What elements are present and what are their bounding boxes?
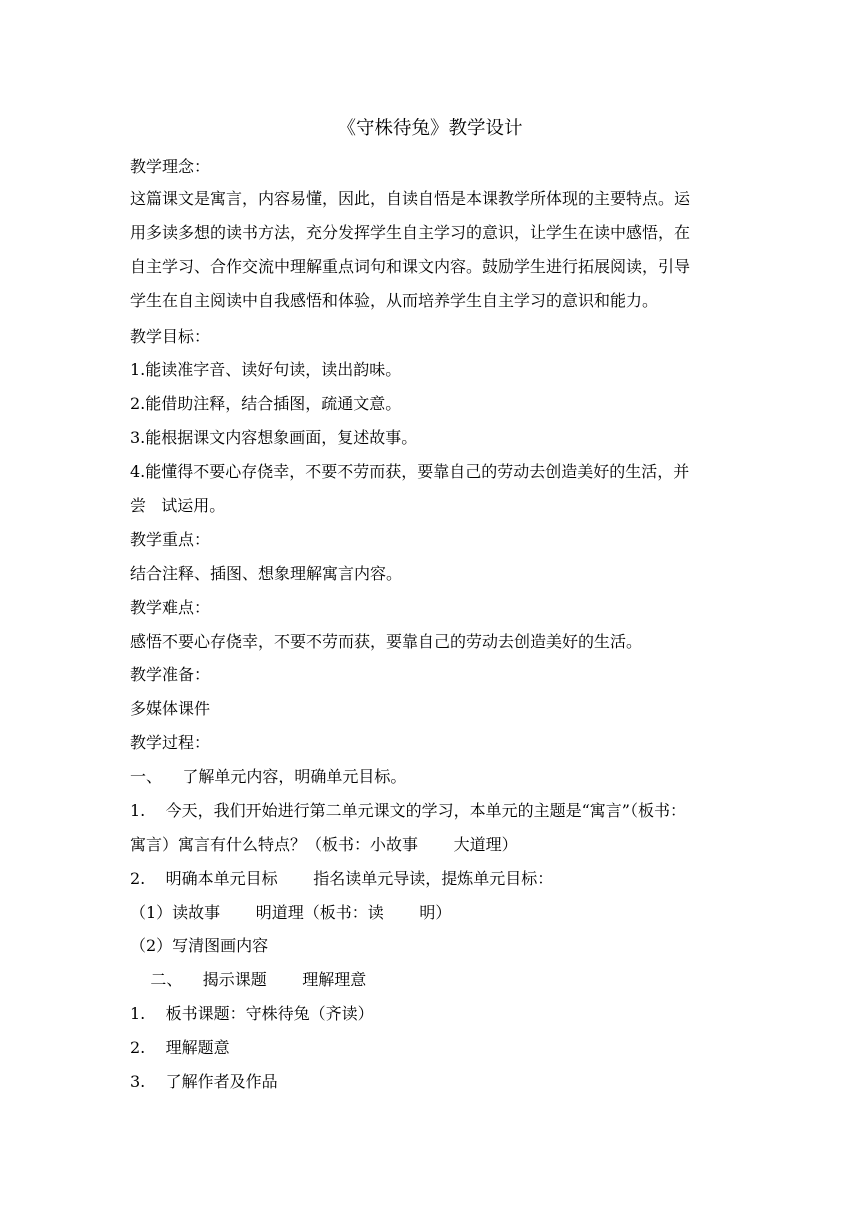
- sub-list-item: （1）读故事 明道理（板书：读 明）: [130, 903, 452, 922]
- heading-teaching-philosophy: 教学理念：: [130, 157, 211, 176]
- heading-teaching-goals: 教学目标：: [130, 327, 211, 346]
- document-title: 《守株待兔》教学设计: [337, 118, 523, 139]
- heading-process: 教学过程：: [130, 733, 211, 752]
- section-heading: 二、 揭示课题 理解理意: [130, 970, 367, 989]
- list-item-continued: 寓言）寓言有什么特点？（板书：小故事 大道理）: [130, 835, 518, 854]
- sub-list-item: （2）写清图画内容: [130, 936, 269, 955]
- paragraph-line: 用多读多想的读书方法，充分发挥学生自主学习的意识，让学生在读中感悟，在: [130, 223, 691, 242]
- paragraph-line: 学生在自主阅读中自我感悟和体验，从而培养学生自主学习的意识和能力。: [130, 291, 659, 310]
- list-item: 3.能根据课文内容想象画面，复述故事。: [130, 428, 418, 447]
- list-item: 1. 板书课题：守株待兔（齐读）: [130, 1004, 374, 1023]
- paragraph-line: 这篇课文是寓言，内容易懂，因此，自读自悟是本课教学所体现的主要特点。运: [130, 189, 691, 208]
- paragraph-line: 感悟不要心存侥幸，不要不劳而获，要靠自己的劳动去创造美好的生活。: [130, 632, 643, 651]
- list-item: 4.能懂得不要心存侥幸，不要不劳而获，要靠自己的劳动去创造美好的生活，并: [130, 462, 690, 481]
- list-item: 1.能读准字音、读好句读，读出韵味。: [130, 360, 402, 379]
- paragraph-line: 结合注释、插图、想象理解寓言内容。: [130, 564, 403, 583]
- section-heading: 一、 了解单元内容，明确单元目标。: [130, 767, 407, 786]
- heading-key-points: 教学重点：: [130, 530, 211, 549]
- list-item: 1. 今天，我们开始进行第二单元课文的学习，本单元的主题是“寓言”（板书：: [130, 801, 686, 820]
- paragraph-line: 自主学习、合作交流中理解重点词句和课文内容。鼓励学生进行拓展阅读，引导: [130, 257, 691, 276]
- list-item: 2.能借助注释，结合插图，疏通文意。: [130, 394, 402, 413]
- list-item: 3. 了解作者及作品: [130, 1072, 278, 1091]
- list-item: 2. 明确本单元目标 指名读单元导读，提炼单元目标：: [130, 869, 554, 888]
- heading-difficulties: 教学难点：: [130, 598, 211, 617]
- paragraph-line: 多媒体课件: [130, 699, 211, 718]
- heading-preparation: 教学准备：: [130, 665, 211, 684]
- list-item-continued: 尝 试运用。: [130, 496, 226, 515]
- list-item: 2. 理解题意: [130, 1038, 230, 1057]
